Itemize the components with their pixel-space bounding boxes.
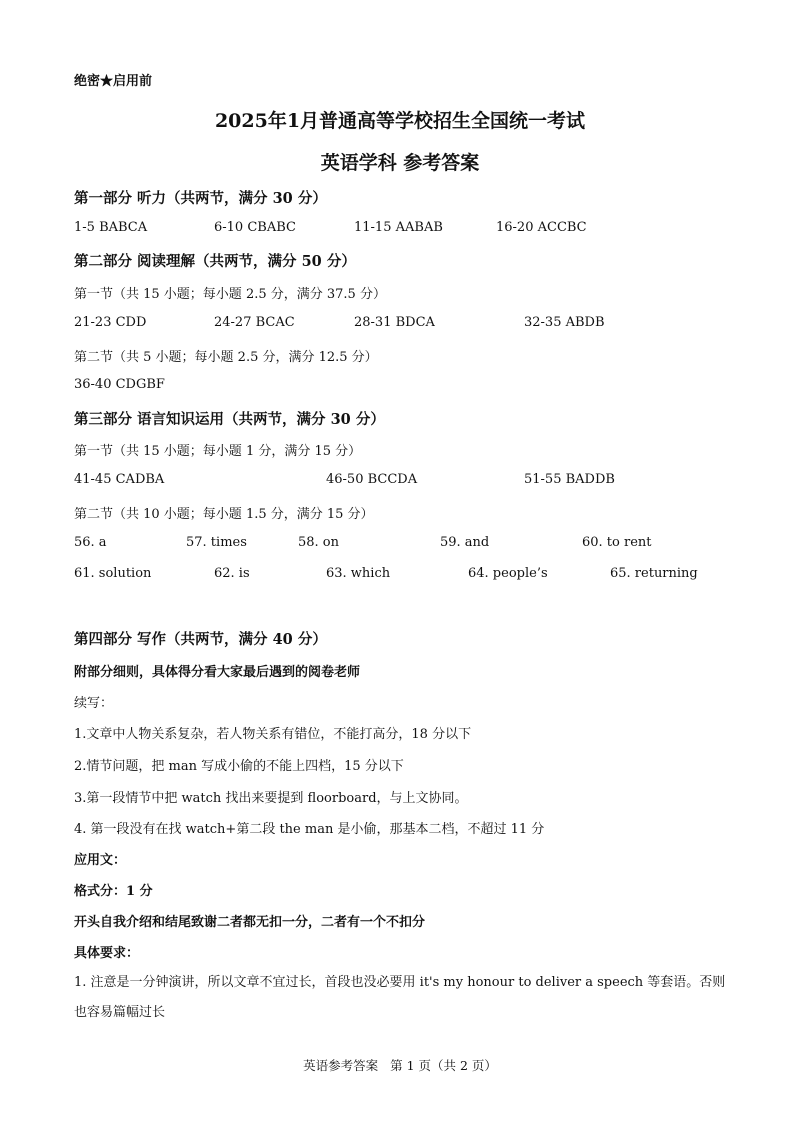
part3-section1-heading: 第一节（共 15 小题；每小题 1 分，满分 15 分）	[74, 444, 362, 459]
blank-answer: 64. people’s	[468, 566, 548, 581]
blank-answer: 56. a	[74, 535, 107, 550]
confidential-label: 绝密★启用前	[74, 74, 153, 89]
answer-group: 41-45 CADBA	[74, 472, 165, 487]
blank-answer: 62. is	[214, 566, 250, 581]
part2-section2-heading: 第二节（共 5 小题；每小题 2.5 分，满分 12.5 分）	[74, 350, 378, 365]
answer-group: 51-55 BADDB	[524, 472, 615, 487]
continuation-label: 续写：	[74, 696, 114, 711]
blank-answer: 60. to rent	[582, 535, 652, 550]
answer-group: 28-31 BDCA	[354, 315, 435, 330]
continuation-rule: 1.文章中人物关系复杂，若人物关系有错位，不能打高分，18 分以下	[74, 727, 472, 742]
part1-heading: 第一部分 听力（共两节，满分 30 分）	[74, 190, 327, 207]
grading-note: 附部分细则，具体得分看大家最后遇到的阅卷老师	[74, 665, 361, 680]
requirements-label: 具体要求：	[74, 946, 140, 961]
page-footer	[0, 1056, 800, 1074]
answer-group: 6-10 CBABC	[214, 220, 296, 235]
blank-answer: 59. and	[440, 535, 490, 550]
footer-doc-name: 英语参考答案	[303, 1058, 379, 1073]
answer-group: 32-35 ABDB	[524, 315, 605, 330]
answer-group: 46-50 BCCDA	[326, 472, 418, 487]
continuation-rule: 4. 第一段没有在找 watch+第二段 the man 是小偷，那基本二档，不超过 11 分	[74, 822, 545, 837]
exam-subtitle: 英语学科 参考答案	[320, 152, 480, 174]
format-rule: 开头自我介绍和结尾致谢二者都无扣一分，二者有一个不扣分	[74, 915, 426, 930]
blank-answer: 58. on	[298, 535, 340, 550]
blank-answer: 63. which	[326, 566, 391, 581]
part2-section1-heading: 第一节（共 15 小题；每小题 2.5 分，满分 37.5 分）	[74, 287, 386, 302]
blank-answer: 57. times	[186, 535, 247, 550]
requirement-item: 1. 注意是一分钟演讲，所以文章不宜过长，首段也没必要用 it's my honour to deliver a speech 等套语。否则也容易篇幅过长	[74, 975, 726, 1020]
format-score: 格式分：1 分	[74, 884, 153, 899]
part3-heading: 第三部分 语言知识运用（共两节，满分 30 分）	[74, 411, 385, 428]
answer-group: 36-40 CDGBF	[74, 377, 165, 392]
practical-writing-label: 应用文：	[74, 853, 127, 868]
part4-heading: 第四部分 写作（共两节，满分 40 分）	[74, 631, 327, 648]
footer-page-number: 第 1 页（共 2 页）	[390, 1058, 497, 1073]
answer-group: 1-5 BABCA	[74, 220, 148, 235]
part3-section2-heading: 第二节（共 10 小题；每小题 1.5 分，满分 15 分）	[74, 507, 374, 522]
answer-group: 11-15 AABAB	[354, 220, 443, 235]
blank-answer: 65. returning	[610, 566, 698, 581]
continuation-rule: 2.情节问题，把 man 写成小偷的不能上四档，15 分以下	[74, 759, 404, 774]
part2-heading: 第二部分 阅读理解（共两节，满分 50 分）	[74, 253, 356, 270]
answer-group: 24-27 BCAC	[214, 315, 295, 330]
answer-group: 16-20 ACCBC	[496, 220, 587, 235]
continuation-rule: 3.第一段情节中把 watch 找出来要提到 floorboard，与上文协同。	[74, 791, 468, 806]
blank-answer: 61. solution	[74, 566, 152, 581]
answer-group: 21-23 CDD	[74, 315, 147, 330]
exam-title: 2025年1月普通高等学校招生全国统一考试	[214, 110, 586, 132]
